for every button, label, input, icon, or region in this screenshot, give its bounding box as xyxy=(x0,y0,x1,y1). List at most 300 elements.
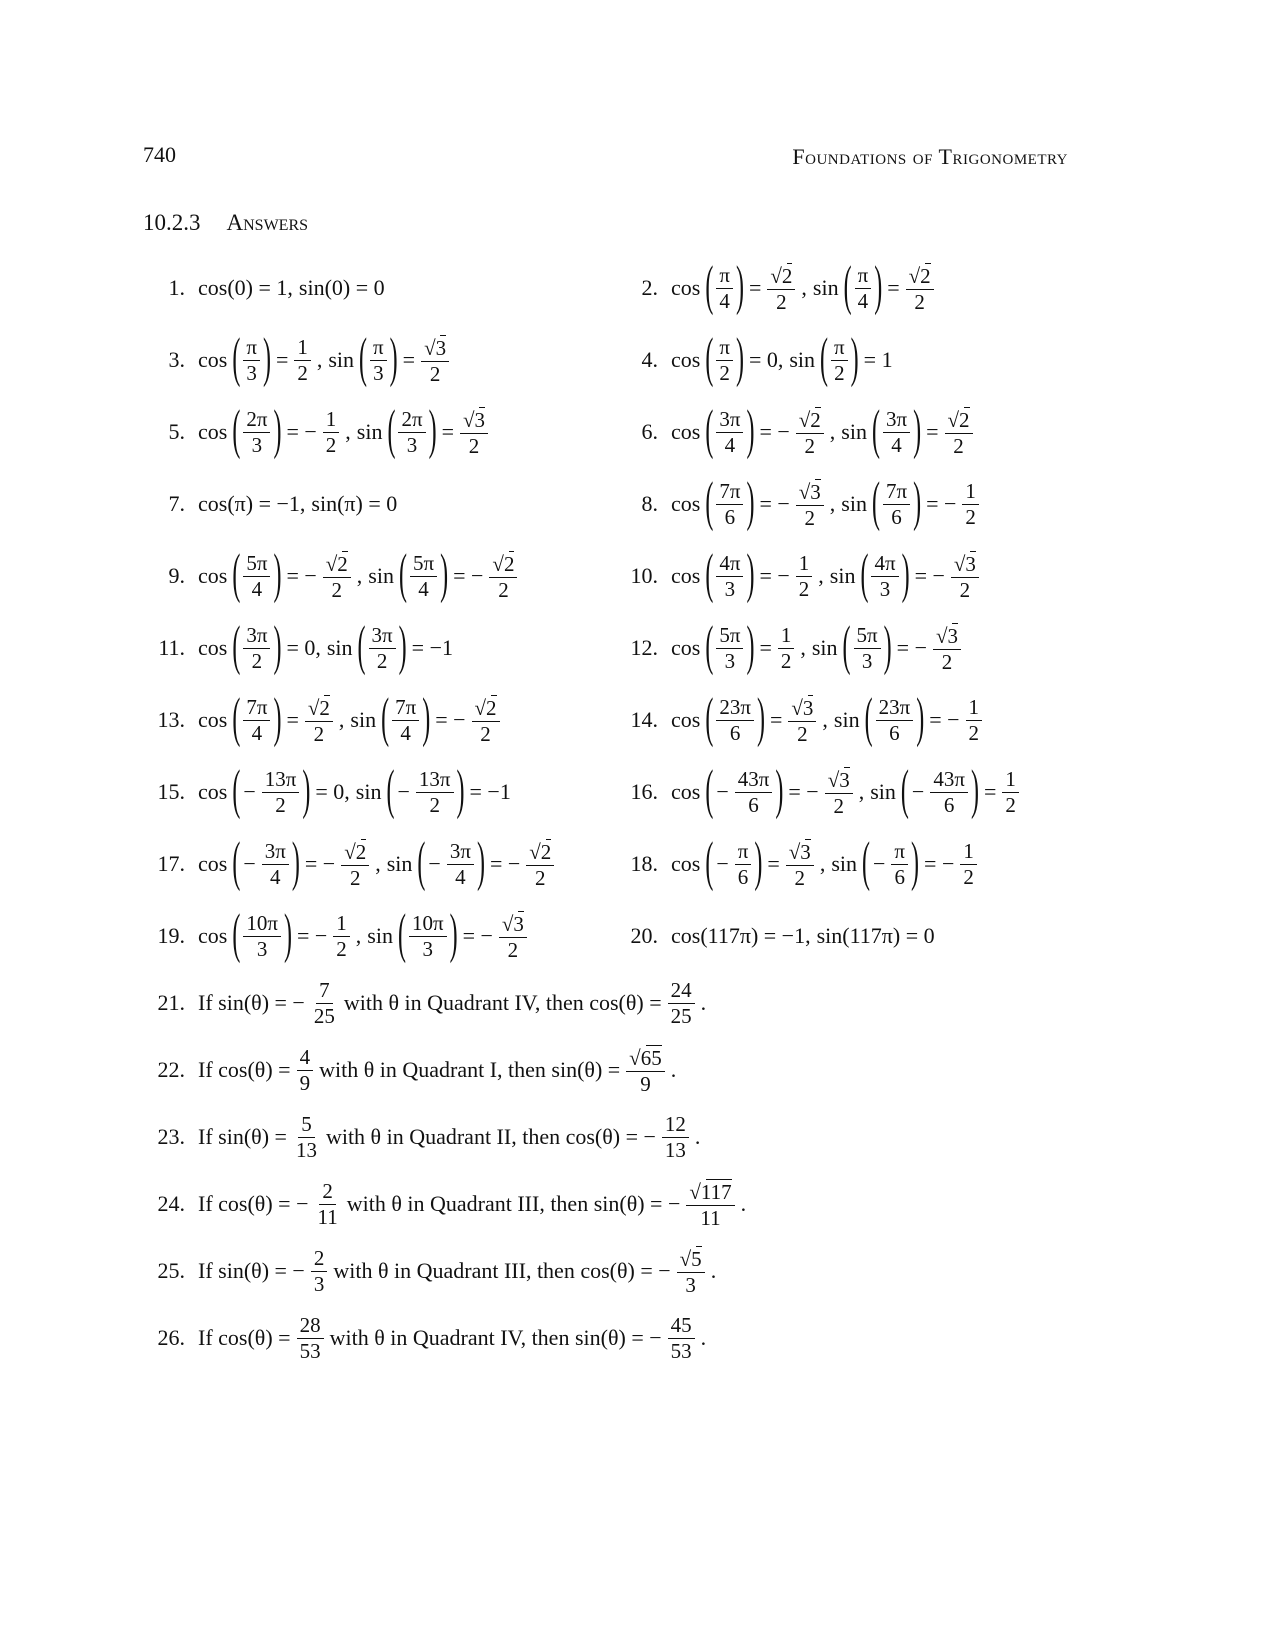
math-text: sin(0) = 0 xyxy=(298,275,385,300)
fraction xyxy=(410,551,437,600)
numerator xyxy=(243,551,270,576)
answer-math xyxy=(668,472,982,533)
answer-item xyxy=(618,685,985,755)
math-text: 4 xyxy=(299,1045,311,1070)
numerator xyxy=(883,407,910,432)
answer-math xyxy=(195,1245,719,1296)
math-text: 3 xyxy=(406,432,418,457)
answer-math xyxy=(668,688,985,749)
answer-math xyxy=(195,832,557,893)
answer-number: 13. xyxy=(157,707,185,732)
denominator xyxy=(249,649,266,673)
right-paren: ) xyxy=(970,760,979,821)
numerator xyxy=(447,839,474,864)
fraction xyxy=(662,1112,689,1161)
parenthesized-expression xyxy=(900,760,979,821)
numerator xyxy=(526,838,554,865)
denominator xyxy=(668,1004,695,1028)
math-text: sin xyxy=(841,419,867,444)
answer-math xyxy=(195,688,503,749)
math-text: π xyxy=(737,839,749,864)
parenthesized-expression xyxy=(387,400,437,461)
numerator xyxy=(716,623,743,648)
right-paren: ) xyxy=(911,832,920,893)
fraction xyxy=(871,551,898,600)
math-text: cos xyxy=(671,347,701,372)
math-text: 25 xyxy=(670,1003,692,1028)
parenthesized-expression xyxy=(842,616,892,677)
math-text: If sin(θ) = xyxy=(198,1124,287,1149)
left-paren: ( xyxy=(705,328,714,389)
left-paren: ( xyxy=(232,400,241,461)
math-text: . xyxy=(670,1057,677,1082)
parenthesized-expression xyxy=(705,760,784,821)
fraction xyxy=(960,839,977,888)
left-paren: ( xyxy=(232,544,241,605)
math-text: , xyxy=(819,851,826,876)
numerator xyxy=(316,978,333,1003)
math-text: π xyxy=(373,335,384,360)
math-text: sin xyxy=(833,707,860,732)
math-text: 2 xyxy=(719,360,730,385)
math-text: − xyxy=(397,779,410,804)
math-text: 2 xyxy=(376,648,388,673)
math-text: − xyxy=(911,779,925,804)
right-paren: ) xyxy=(913,400,922,461)
left-paren: ( xyxy=(843,256,852,317)
denominator xyxy=(637,1072,654,1096)
answer-item xyxy=(618,757,1022,827)
math-text: , xyxy=(858,779,865,804)
numerator xyxy=(716,695,754,720)
math-text: 2 xyxy=(429,792,440,817)
math-text: 2 xyxy=(498,577,509,602)
fraction xyxy=(499,910,527,961)
denominator xyxy=(888,505,905,529)
math-text: , xyxy=(355,923,362,948)
left-paren: ( xyxy=(232,688,241,749)
math-text: If sin(θ) = − xyxy=(198,1258,305,1283)
fraction xyxy=(297,1045,314,1094)
fraction xyxy=(854,623,881,672)
answer-item xyxy=(145,397,491,467)
parenthesized-expression xyxy=(386,760,465,821)
math-text: = −1 xyxy=(411,635,453,660)
numerator xyxy=(421,334,449,361)
answer-math xyxy=(195,544,520,605)
math-text: 2 xyxy=(798,576,810,601)
left-paren: ( xyxy=(705,256,714,317)
denominator xyxy=(272,793,289,817)
math-text: 3 xyxy=(251,432,263,457)
math-text: 13 xyxy=(664,1137,686,1162)
math-text: 11 xyxy=(317,1204,338,1229)
denominator xyxy=(314,1205,340,1229)
square-root: √117 xyxy=(689,1180,732,1205)
answer-item xyxy=(145,469,400,539)
math-text: 4 xyxy=(418,576,429,601)
math-text: cos xyxy=(198,419,228,444)
right-paren: ) xyxy=(389,328,398,389)
answer-number: 23. xyxy=(157,1124,185,1149)
fraction xyxy=(626,1044,665,1095)
math-text: 23π xyxy=(878,695,911,720)
math-text: 1 xyxy=(798,551,810,576)
fraction xyxy=(767,262,795,313)
math-text: 7π xyxy=(395,695,417,720)
math-text: 3 xyxy=(879,576,891,601)
left-paren: ( xyxy=(232,328,241,389)
parenthesized-expression xyxy=(397,904,458,965)
fraction xyxy=(1002,767,1019,816)
parenthesized-expression xyxy=(381,688,431,749)
fraction xyxy=(668,1313,695,1362)
parenthesized-expression xyxy=(705,544,755,605)
fraction xyxy=(314,1179,340,1228)
answer-math xyxy=(195,328,452,389)
square-root: √3 xyxy=(827,768,850,793)
right-paren: ) xyxy=(746,400,755,461)
denominator xyxy=(297,1071,314,1095)
math-text: 53 xyxy=(299,1338,321,1363)
math-text: with θ in Quadrant IV, then cos(θ) = xyxy=(343,990,662,1015)
fraction xyxy=(716,407,743,456)
math-text: 2 xyxy=(429,361,441,386)
numerator xyxy=(906,262,934,289)
math-text: = xyxy=(748,275,762,300)
parenthesized-expression xyxy=(232,544,282,605)
math-text: , xyxy=(338,707,345,732)
math-text: with θ in Quadrant I, then sin(θ) = xyxy=(319,1057,621,1082)
fraction xyxy=(293,1112,320,1161)
math-text: 4 xyxy=(891,432,902,457)
math-text: 3π xyxy=(885,407,908,432)
math-text: = − xyxy=(896,635,927,660)
math-text: with θ in Quadrant II, then cos(θ) = − xyxy=(325,1124,656,1149)
fraction xyxy=(677,1245,705,1296)
answer-math xyxy=(195,1112,703,1161)
numerator xyxy=(460,406,488,433)
math-text: , xyxy=(829,419,836,444)
math-text: cos xyxy=(198,851,228,876)
left-paren: ( xyxy=(705,832,714,893)
math-text: 3 xyxy=(246,360,257,385)
answer-math xyxy=(195,491,400,517)
denominator xyxy=(249,433,266,457)
left-paren: ( xyxy=(705,688,714,749)
math-text: = − xyxy=(296,923,328,948)
numerator xyxy=(796,551,813,576)
math-text: − xyxy=(243,779,256,804)
answer-number: 2. xyxy=(641,275,658,300)
math-text: , xyxy=(375,851,381,876)
answer-item xyxy=(618,829,980,899)
math-text: cos xyxy=(671,419,701,444)
parenthesized-expression xyxy=(357,616,407,677)
math-text: 9 xyxy=(299,1070,311,1095)
math-text: sin xyxy=(831,851,857,876)
math-text: , xyxy=(818,563,824,588)
denominator xyxy=(697,1206,723,1230)
math-text: π xyxy=(246,335,257,360)
fraction xyxy=(243,911,281,960)
numerator xyxy=(686,1178,734,1205)
right-paren: ) xyxy=(901,544,910,605)
numerator xyxy=(392,695,419,720)
answer-number: 25. xyxy=(157,1258,185,1283)
math-text: = − xyxy=(304,851,336,876)
right-paren: ) xyxy=(874,256,883,317)
numerator xyxy=(767,262,795,289)
math-text: . xyxy=(710,1258,717,1283)
numerator xyxy=(854,623,881,648)
denominator xyxy=(452,865,469,889)
fraction xyxy=(796,551,813,600)
left-paren: ( xyxy=(860,544,869,605)
math-text: sin xyxy=(328,347,355,372)
right-paren: ) xyxy=(916,688,925,749)
numerator xyxy=(409,911,447,936)
denominator xyxy=(877,577,894,601)
left-paren: ( xyxy=(900,760,909,821)
right-paren: ) xyxy=(283,904,292,965)
numerator xyxy=(962,479,979,504)
fraction xyxy=(778,623,795,672)
math-text: cos xyxy=(198,635,228,660)
parenthesized-expression xyxy=(232,760,311,821)
math-text: 3 xyxy=(724,576,736,601)
numerator xyxy=(369,623,396,648)
math-text: 13π xyxy=(418,767,451,792)
denominator xyxy=(1002,793,1019,817)
math-text: = xyxy=(275,347,289,372)
section-number: 10.2.3 xyxy=(143,210,201,235)
numerator xyxy=(243,335,260,360)
denominator xyxy=(796,577,813,601)
parenthesized-expression xyxy=(232,328,271,389)
math-text: 10π xyxy=(411,911,444,936)
math-text: 6 xyxy=(724,504,736,529)
math-text: cos xyxy=(671,563,701,588)
numerator xyxy=(333,911,350,936)
denominator xyxy=(505,938,522,962)
answer-math xyxy=(668,256,937,317)
answer-item xyxy=(145,968,709,1038)
right-paren: ) xyxy=(756,688,765,749)
math-text: = − xyxy=(914,563,945,588)
math-text: 1 xyxy=(968,695,980,720)
parenthesized-expression xyxy=(862,832,920,893)
math-text: = − xyxy=(759,491,790,516)
fraction xyxy=(891,839,908,888)
fraction xyxy=(243,407,270,456)
math-text: with θ in Quadrant III, then cos(θ) = − xyxy=(333,1258,671,1283)
denominator xyxy=(794,722,811,746)
left-paren: ( xyxy=(232,832,241,893)
math-text: 2π xyxy=(401,407,423,432)
math-text: 4 xyxy=(719,288,730,313)
math-text: 3π xyxy=(246,623,268,648)
math-text: 25 xyxy=(313,1003,335,1028)
math-text: 11 xyxy=(700,1205,721,1230)
numerator xyxy=(319,1179,336,1204)
math-text: 2 xyxy=(914,289,925,314)
answer-math xyxy=(195,616,456,677)
left-paren: ( xyxy=(705,400,714,461)
math-text: sin xyxy=(356,419,383,444)
right-paren: ) xyxy=(850,328,859,389)
denominator xyxy=(404,433,421,457)
math-text: 7π xyxy=(719,479,741,504)
numerator xyxy=(677,1245,705,1272)
math-text: 2 xyxy=(965,504,976,529)
square-root: √3 xyxy=(935,624,959,649)
denominator xyxy=(415,577,432,601)
math-text: = 0, xyxy=(748,347,784,372)
math-text: 5π xyxy=(719,623,741,648)
numerator xyxy=(735,767,773,792)
fraction xyxy=(716,263,733,312)
math-text: , xyxy=(801,275,807,300)
math-text: 6 xyxy=(889,720,900,745)
square-root: √2 xyxy=(492,552,515,577)
right-paren: ) xyxy=(735,256,744,317)
fraction xyxy=(243,551,270,600)
numerator xyxy=(294,335,311,360)
math-text: 9 xyxy=(640,1071,651,1096)
numerator xyxy=(876,695,914,720)
math-text: 2 xyxy=(251,648,263,673)
math-text: π xyxy=(719,335,730,360)
square-root: √3 xyxy=(424,336,447,361)
running-title: Foundations of Trigonometry xyxy=(792,144,1068,169)
math-text: 3π xyxy=(371,623,393,648)
right-paren: ) xyxy=(273,400,282,461)
answer-item xyxy=(145,1236,719,1306)
math-text: cos xyxy=(198,563,228,588)
answer-number: 19. xyxy=(157,923,185,948)
denominator xyxy=(420,937,437,961)
math-text: sin(117π) = 0 xyxy=(816,923,935,948)
math-text: = xyxy=(441,419,454,444)
math-text: 2 xyxy=(776,289,787,314)
answer-item xyxy=(618,541,982,611)
fraction xyxy=(796,406,824,457)
numerator xyxy=(883,479,910,504)
math-text: 2 xyxy=(322,1179,333,1204)
math-text: 2 xyxy=(804,433,816,458)
page-number: 740 xyxy=(143,142,176,167)
answer-math xyxy=(195,1178,749,1229)
right-paren: ) xyxy=(302,760,311,821)
square-root: √3 xyxy=(791,696,814,721)
math-text: 2 xyxy=(953,433,964,458)
math-text: 5 xyxy=(301,1112,312,1137)
math-text: 43π xyxy=(737,767,770,792)
right-paren: ) xyxy=(273,688,282,749)
left-paren: ( xyxy=(871,400,880,461)
denominator xyxy=(886,721,903,745)
parenthesized-expression xyxy=(232,832,300,893)
numerator xyxy=(891,839,908,864)
denominator xyxy=(831,361,848,385)
math-text: sin xyxy=(811,635,838,660)
math-text: 3 xyxy=(861,648,873,673)
math-text: 3 xyxy=(724,648,736,673)
math-text: sin xyxy=(841,491,867,516)
answer-math xyxy=(195,275,388,301)
math-text: cos xyxy=(671,707,701,732)
math-text: 2 xyxy=(797,721,808,746)
numerator xyxy=(778,623,795,648)
right-paren: ) xyxy=(476,832,485,893)
answer-number: 5. xyxy=(168,419,185,444)
fraction xyxy=(735,767,773,816)
square-root: √2 xyxy=(529,840,552,865)
denominator xyxy=(891,865,908,889)
math-text: 4π xyxy=(874,551,896,576)
answer-math xyxy=(668,328,896,389)
fraction xyxy=(716,623,743,672)
math-text: cos xyxy=(671,275,701,300)
square-root: √2 xyxy=(770,264,793,289)
math-text: , xyxy=(822,707,828,732)
math-text: sin xyxy=(789,347,816,372)
math-text: = − xyxy=(462,923,493,948)
denominator xyxy=(682,1273,699,1297)
left-paren: ( xyxy=(864,688,873,749)
math-text: 3 xyxy=(256,936,268,961)
math-text: , xyxy=(356,563,363,588)
math-text: If cos(θ) = xyxy=(198,1057,291,1082)
fraction xyxy=(305,694,333,745)
right-paren: ) xyxy=(775,760,784,821)
square-root: √2 xyxy=(947,408,970,433)
denominator xyxy=(716,361,733,385)
denominator xyxy=(735,865,752,889)
math-text: 45 xyxy=(670,1313,692,1338)
square-root: √5 xyxy=(679,1247,702,1272)
answer-item xyxy=(145,541,520,611)
denominator xyxy=(662,1138,689,1162)
right-paren: ) xyxy=(273,544,282,605)
answer-item xyxy=(145,1035,679,1105)
answer-number: 10. xyxy=(630,563,658,588)
answer-number: 16. xyxy=(630,779,658,804)
denominator xyxy=(716,289,733,313)
math-text: 2 xyxy=(1005,792,1016,817)
answer-math xyxy=(668,832,980,893)
denominator xyxy=(722,649,739,673)
fraction xyxy=(825,766,853,817)
math-text: cos xyxy=(198,707,228,732)
answer-number: 15. xyxy=(157,779,185,804)
right-paren: ) xyxy=(735,328,744,389)
numerator xyxy=(243,623,270,648)
answer-math xyxy=(668,760,1022,821)
answer-item xyxy=(618,469,982,539)
square-root: √3 xyxy=(798,480,821,505)
denominator xyxy=(802,506,819,530)
math-text: 5π xyxy=(856,623,878,648)
math-text: 6 xyxy=(891,504,902,529)
answer-number: 11. xyxy=(158,635,185,660)
right-paren: ) xyxy=(262,328,271,389)
math-text: sin xyxy=(368,563,394,588)
numerator xyxy=(243,407,270,432)
math-text: 2 xyxy=(325,432,337,457)
math-text: 4 xyxy=(724,432,736,457)
